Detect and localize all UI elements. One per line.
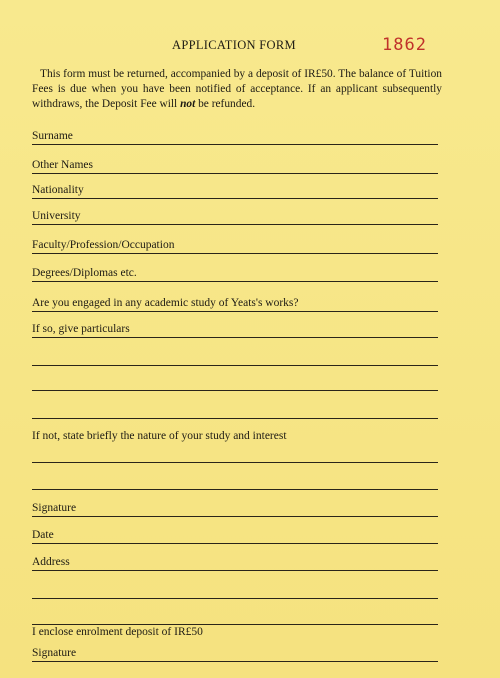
- intro-paragraph: [32, 67, 442, 112]
- serial-number-stamp: 1862: [382, 35, 427, 55]
- nature-line-2[interactable]: [32, 489, 438, 490]
- signature-field[interactable]: Signature: [32, 501, 438, 517]
- nature-of-study-label: If not, state briefly the nature of your study and interest: [32, 430, 287, 442]
- form-title: APPLICATION FORM: [172, 38, 296, 52]
- university-field[interactable]: University: [32, 209, 438, 225]
- particulars-line-2[interactable]: [32, 390, 438, 391]
- intro-text-part1: This form must be returned, accompanied by a deposit of IR£50. The balance of Tuition Fees is due when you have been notified of acceptance. If an applicant subsequently withdraws, the Deposit Fee will: [32, 68, 442, 110]
- nationality-field[interactable]: Nationality: [32, 183, 438, 199]
- deposit-signature-field[interactable]: Signature: [32, 646, 438, 662]
- address-line-2[interactable]: [32, 598, 438, 599]
- surname-field[interactable]: Surname: [32, 129, 438, 145]
- academic-study-field[interactable]: Are you engaged in any academic study of Yeats's works?: [32, 296, 438, 312]
- address-field[interactable]: Address: [32, 555, 438, 571]
- particulars-line-3[interactable]: [32, 418, 438, 419]
- particulars-line-1[interactable]: [32, 365, 438, 366]
- date-field[interactable]: Date: [32, 528, 438, 544]
- faculty-field[interactable]: Faculty/Profession/Occupation: [32, 238, 438, 254]
- intro-emphasis: not: [180, 98, 196, 110]
- other-names-field[interactable]: Other Names: [32, 158, 438, 174]
- intro-text-part2: be refunded.: [195, 98, 256, 110]
- degrees-field[interactable]: Degrees/Diplomas etc.: [32, 266, 438, 282]
- nature-line-1[interactable]: [32, 462, 438, 463]
- deposit-statement: I enclose enrolment deposit of IR£50: [32, 626, 203, 638]
- particulars-field[interactable]: If so, give particulars: [32, 322, 438, 338]
